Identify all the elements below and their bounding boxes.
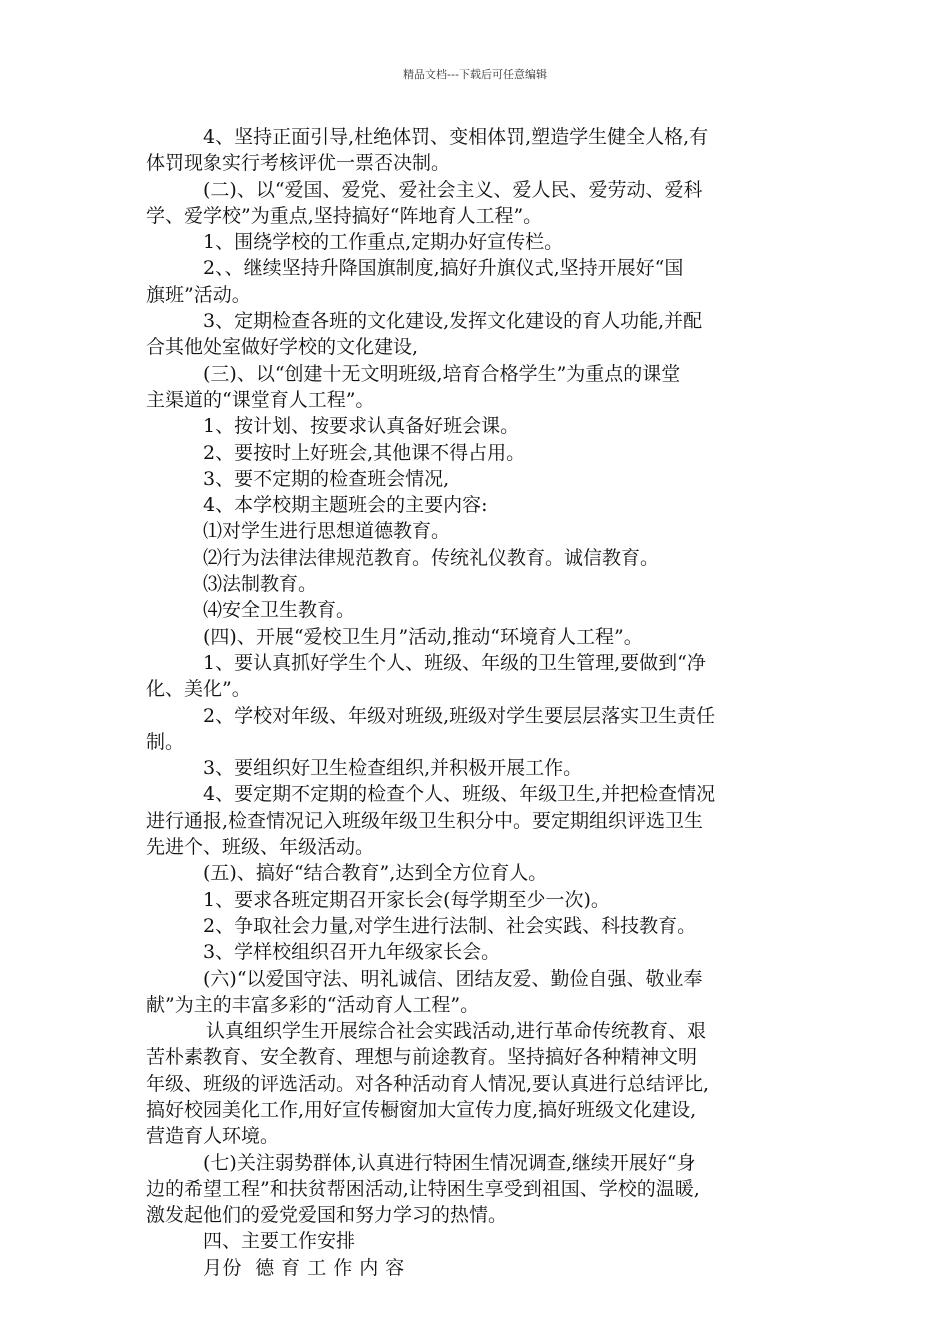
paragraph-line: ⑴对学生进行思想道德教育。 <box>203 520 451 543</box>
schedule-table-header <box>146 1255 811 1281</box>
paragraph-line: 4、本学校期主题班会的主要内容: <box>203 494 488 517</box>
paragraph-line: 搞好校园美化工作,用好宣传橱窗加大宣传力度,搞好班级文化建设, <box>146 1098 697 1121</box>
paragraph-line: 制。 <box>146 730 185 753</box>
paragraph-line: 体罚现象实行考核评优一票否决制。 <box>146 152 451 175</box>
paragraph-line: 2、、继续坚持升降国旗制度,搞好升旗仪式,坚持开展好“国 <box>203 257 684 280</box>
paragraph-line: (五)、搞好“结合教育”,达到全方位育人。 <box>203 862 548 885</box>
paragraph-line: ⑷安全卫生教育。 <box>203 599 356 622</box>
paragraph-line: (六)“以爱国守法、明礼诚信、团结友爱、勤俭自强、敬业奉 <box>203 967 703 990</box>
paragraph-line: 4、要定期不定期的检查个人、班级、年级卫生,并把检查情况 <box>203 783 716 806</box>
paragraph-line: 先进个、班级、年级活动。 <box>146 836 375 859</box>
paragraph-line: (三)、以“创建十无文明班级,培育合格学生”为重点的课堂 <box>203 362 681 385</box>
paragraph-line: 4、坚持正面引导,杜绝体罚、变相体罚,塑造学生健全人格,有 <box>203 126 709 148</box>
paragraph-line: 3、定期检查各班的文化建设,发挥文化建设的育人功能,并配 <box>203 310 703 333</box>
paragraph-line: 年级、班级的评选活动。对各种活动育人情况,要认真进行总结评比, <box>146 1072 710 1095</box>
paragraph-line: ⑶法制教育。 <box>203 573 318 596</box>
page-header: 精品文档---下载后可任意编辑 <box>403 68 547 81</box>
paragraph-line: 主渠道的“课堂育人工程”。 <box>146 388 375 411</box>
paragraph-line: 激发起他们的爱党爱国和努力学习的热情。 <box>146 1204 508 1227</box>
paragraph-line: 1、围绕学校的工作重点,定期办好宣传栏。 <box>203 231 564 254</box>
paragraph-line: 2、要按时上好班会,其他课不得占用。 <box>203 441 526 464</box>
paragraph-line: (二)、以“爱国、爱党、爱社会主义、爱人民、爱劳动、爱科 <box>203 178 703 201</box>
paragraph-line: 边的希望工程”和扶贫帮困活动,让特困生享受到祖国、学校的温暖, <box>146 1177 700 1200</box>
paragraph-line: 认真组织学生开展综合社会实践活动,进行革命传统教育、艰 <box>206 1020 707 1043</box>
schedule-col-month: 月份 <box>203 1256 243 1279</box>
paragraph-line: 2、争取社会力量,对学生进行法制、社会实践、科技教育。 <box>203 914 697 937</box>
paragraph-line: 化、美化”。 <box>146 678 251 701</box>
paragraph-line: 旗班”活动。 <box>146 283 251 306</box>
document-body <box>146 124 811 1281</box>
paragraph-line: 1、要认真抓好学生个人、班级、年级的卫生管理,要做到“净 <box>203 651 706 674</box>
paragraph-line: 营造育人环境。 <box>146 1125 280 1148</box>
paragraph-line: 苦朴素教育、安全教育、理想与前途教育。坚持搞好各种精神文明 <box>146 1046 698 1069</box>
paragraph-line: 进行通报,检查情况记入班级年级卫生积分中。要定期组织评选卫生 <box>146 809 704 832</box>
paragraph-line: (四)、开展“爱校卫生月”活动,推动“环境育人工程”。 <box>203 625 643 648</box>
paragraph-line: 合其他处室做好学校的文化建设, <box>146 336 419 359</box>
paragraph-line: (七)关注弱势群体,认真进行特困生情况调查,继续开展好“身 <box>203 1151 696 1174</box>
paragraph-line: 学、爱学校”为重点,坚持搞好“阵地育人工程”。 <box>146 204 543 227</box>
paragraph-line: 3、学样校组织召开九年级家长会。 <box>203 941 501 964</box>
paragraph-line: 2、学校对年级、年级对班级,班级对学生要层层落实卫生责任 <box>203 704 716 727</box>
paragraph-line: ⑵行为法律法律规范教育。传统礼仪教育。诚信教育。 <box>203 546 660 569</box>
paragraph-line: 1、要求各班定期召开家长会(每学期至少一次)。 <box>203 888 610 911</box>
paragraph-line: 献”为主的丰富多彩的“活动育人工程”。 <box>146 993 480 1016</box>
schedule-col-content: 德 育 工 作 内 容 <box>255 1256 405 1279</box>
section-heading: 四、主要工作安排 <box>203 1230 356 1253</box>
paragraph-line: 1、按计划、按要求认真备好班会课。 <box>203 415 520 438</box>
paragraph-line: 3、要组织好卫生检查组织,并积极开展工作。 <box>203 757 583 780</box>
paragraph-line: 3、要不定期的检查班会情况, <box>203 467 450 490</box>
